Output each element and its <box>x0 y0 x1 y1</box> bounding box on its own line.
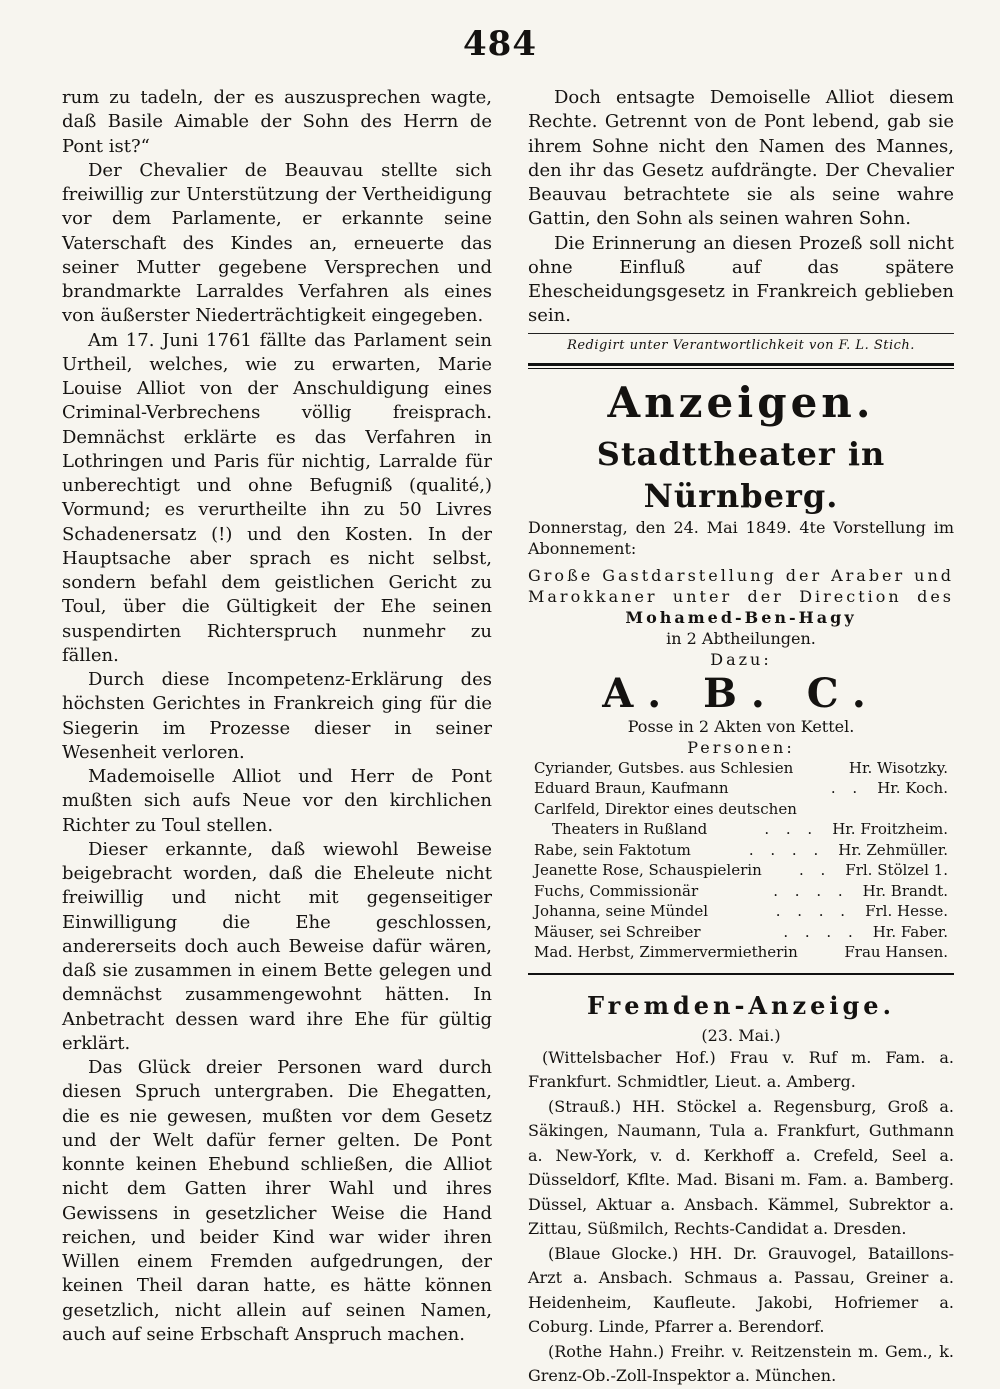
cast-dots: . . . . <box>775 902 852 920</box>
cast-row <box>534 799 948 820</box>
cast-row <box>534 840 948 861</box>
cast-role: Theaters in Rußland <box>552 820 708 838</box>
cast-dots: . . <box>798 861 832 879</box>
left-paragraph: Durch diese Incompetenz-Erklärung des höchsten Gerichtes in Frankreich ging für die Siegerin im Prozesse dieser in seiner Wesenheit verloren. <box>62 669 492 763</box>
cast-actor: Frau Hansen. <box>844 943 948 961</box>
cast-row <box>534 922 948 943</box>
cast-dots: . . . . <box>773 881 849 900</box>
fremden-entry: (Strauß.) HH. Stöckel a. Regensburg, Groß a. Säkingen, Naumann, Tula a. Frankfurt, Guthmann a. New-York, v. d. Kerkhoff a. Crefeld, Seel a. Düsseldorf, Kflte. Mad. Bisani m. Fam. a. Bamberg. Düssel, Aktuar a. Ansbach. Kämmel, Subrektor a. Zittau, Süßmilch, Rechts-Candidat a. Dresden. <box>528 1096 954 1238</box>
cast-row <box>534 758 948 779</box>
play-genre: Posse in 2 Akten von Kettel. <box>627 716 855 736</box>
left-paragraph: Der Chevalier de Beauvau stellte sich freiwillig zur Unterstützung der Vertheidigung vor dem Parlamente, er erkannte seine Vaterschaft des Kindes an, erneuerte das seiner Mutter gegebene Versprechen und brandmarkte Larraldes Verfahren als eines von äußerster Niederträchtigkeit eingegeben. <box>62 159 492 327</box>
theater-announcement <box>528 433 954 963</box>
cast-role: Fuchs, Commissionär <box>534 881 699 900</box>
cast-actor: Frl. Hesse. <box>865 902 948 920</box>
play-title: A. B. C. <box>602 669 880 717</box>
fremden-entry: (Rothe Hahn.) Freihr. v. Reitzenstein m. Gem., k. Grenz-Ob.-Zoll-Inspektor a. München. <box>528 1341 954 1385</box>
cast-dots: . . . . <box>748 840 825 859</box>
left-column <box>62 86 492 1347</box>
left-paragraph: rum zu tadeln, der es auszusprechen wagte, daß Basile Aimable der Sohn des Herrn de Pont ist?“ <box>62 87 492 157</box>
cast-actor: Hr. Brandt. <box>862 881 948 900</box>
theater-date-line: Donnerstag, den 24. Mai 1849. 4te Vorstellung im Abonnement: <box>528 517 954 558</box>
theater-line: Marokkaner unter der Direction des <box>528 586 954 606</box>
left-paragraph: Mademoiselle Alliot und Herr de Pont mußten sich aufs Neue vor den kirchlichen Richter zu Toul stellen. <box>62 766 492 836</box>
cast-actor: Hr. Zehmüller. <box>838 840 948 859</box>
editor-note: Redigirt unter Verantwortlichkeit von F. L. Stich. <box>567 337 915 353</box>
cast-role: Mad. Herbst, Zimmervermietherin <box>534 943 798 961</box>
ads-heading: Anzeigen. <box>607 377 875 427</box>
cast-actor: Hr. Wisotzky. <box>848 758 948 777</box>
theater-title: Stadttheater in Nürnberg. <box>596 434 886 515</box>
page-number: 484 <box>463 24 537 64</box>
right-column <box>528 86 954 1389</box>
cast-dots <box>793 758 841 779</box>
fremden-date: (23. Mai.) <box>701 1025 781 1045</box>
cast-dots: . . . <box>764 820 819 838</box>
cast-role: Mäuser, sei Schreiber <box>534 922 701 941</box>
fremden-entry: (Blaue Glocke.) HH. Dr. Grauvogel, Bataillons-Arzt a. Ansbach. Schmaus a. Passau, Greiner a. Heidenheim, Kaufleute. Jakobi, Hofriemer a. Coburg. Linde, Pfarrer a. Berendorf. <box>528 1243 954 1336</box>
left-paragraph: Das Glück dreier Personen ward durch diesen Spruch untergraben. Die Ehegatten, die es nie gewesen, mußten vor dem Gesetz und der Welt dafür ferner gelten. De Pont konnte keinen Ehebund schließen, die Alliot nicht dem Gatten ihrer Wahl und ihres Gewissens in gesetzlicher Weise die Hand reichen, und beider Kind war wider ihren Willen einem Fremden aufgedrungen, der keinen Theil daran hatte, es hätte können gesetzlich, nicht allein auf seinen Namen, auch auf seine Erbschaft Anspruch machen. <box>62 1057 492 1345</box>
cast-row <box>534 901 948 922</box>
cast-role: Eduard Braun, Kaufmann <box>534 779 729 797</box>
cast-dots <box>797 799 940 820</box>
cast-row <box>534 819 948 840</box>
divider <box>528 333 954 334</box>
cast-actor: Hr. Koch. <box>877 779 948 797</box>
cast-role: Cyriander, Gutsbes. aus Schlesien <box>534 758 794 777</box>
cast-row <box>534 881 948 902</box>
cast-actor: Frl. Stölzel 1. <box>845 861 948 879</box>
cast-row <box>534 860 948 881</box>
cast-role: Johanna, seine Mündel <box>534 902 709 920</box>
fremden-title: Fremden-Anzeige. <box>587 990 895 1020</box>
cast-row <box>534 778 948 799</box>
cast-actor: Hr. Froitzheim. <box>832 820 948 838</box>
cast-role: Jeanette Rose, Schauspielerin <box>534 861 762 879</box>
divider <box>528 973 954 975</box>
theater-line: Dazu: <box>710 649 772 669</box>
theater-line: in 2 Abtheilungen. <box>666 628 816 648</box>
cast-dots <box>798 942 837 963</box>
fremden-anzeige <box>528 991 954 1389</box>
cast-dots: . . . . <box>783 922 859 941</box>
cast-heading: Personen: <box>687 737 795 757</box>
fremden-entry: (Wittelsbacher Hof.) Frau v. Ruf m. Fam. a. Frankfurt. Schmidtler, Lieut. a. Amberg. <box>528 1047 954 1091</box>
cast-role: Rabe, sein Faktotum <box>534 840 691 859</box>
right-paragraph: Doch entsagte Demoiselle Alliot diesem Rechte. Getrennt von de Pont lebend, gab sie ihrem Sohne nicht den Namen des Mannes, den ihr das Gesetz aufdrängte. Der Chevalier Beauvau betrachtete sie als seine wahre Gattin, den Sohn als seinen wahren Sohn. <box>528 87 954 230</box>
cast-dots: . . <box>830 779 864 797</box>
theater-line: Große Gastdarstellung der Araber und <box>528 565 954 585</box>
cast-list <box>528 758 954 963</box>
cast-role: Carlfeld, Direktor eines deutschen <box>534 799 797 818</box>
double-divider <box>528 363 954 369</box>
theater-line: Mohamed-Ben-Hagy <box>625 607 857 627</box>
cast-actor <box>940 799 948 820</box>
left-paragraph: Am 17. Juni 1761 fällte das Parlament sein Urtheil, welches, wie zu erwarten, Marie Louise Alliot von der Anschuldigung eines Criminal-Verbrechens völlig freisprach. Demnächst erklärte es das Verfahren in Lothringen und Paris für nichtig, Larralde für unberechtigt und ohne Befugniß (qualité,) Vormund; es verurtheilte ihn zu 50 Livres Schadenersatz (!) und den Kosten. In der Hauptsache aber sprach es nicht selbst, sondern befahl dem geistlichen Gericht zu Toul, über die Gültigkeit der Ehe seinen suspendirten Richterspruch nunmehr zu fällen. <box>62 329 492 666</box>
right-paragraph: Die Erinnerung an diesen Prozeß soll nicht ohne Einfluß auf das spätere Ehescheidungsgesetz in Frankreich geblieben sein. <box>528 232 954 327</box>
cast-actor: Hr. Faber. <box>872 922 948 941</box>
cast-row <box>534 942 948 963</box>
left-paragraph: Dieser erkannte, daß wiewohl Beweise beigebracht worden, daß die Eheleute nicht freiwillig und nicht mit gegenseitiger Einwilligung die Ehe geschlossen, andererseits doch auch Beweise dafür wären, daß sie zusammen in einem Bette gelegen und demnächst zusammengewohnt hätten. In Anbetracht dessen ward ihre Ehe für gültig erklärt. <box>62 838 492 1054</box>
